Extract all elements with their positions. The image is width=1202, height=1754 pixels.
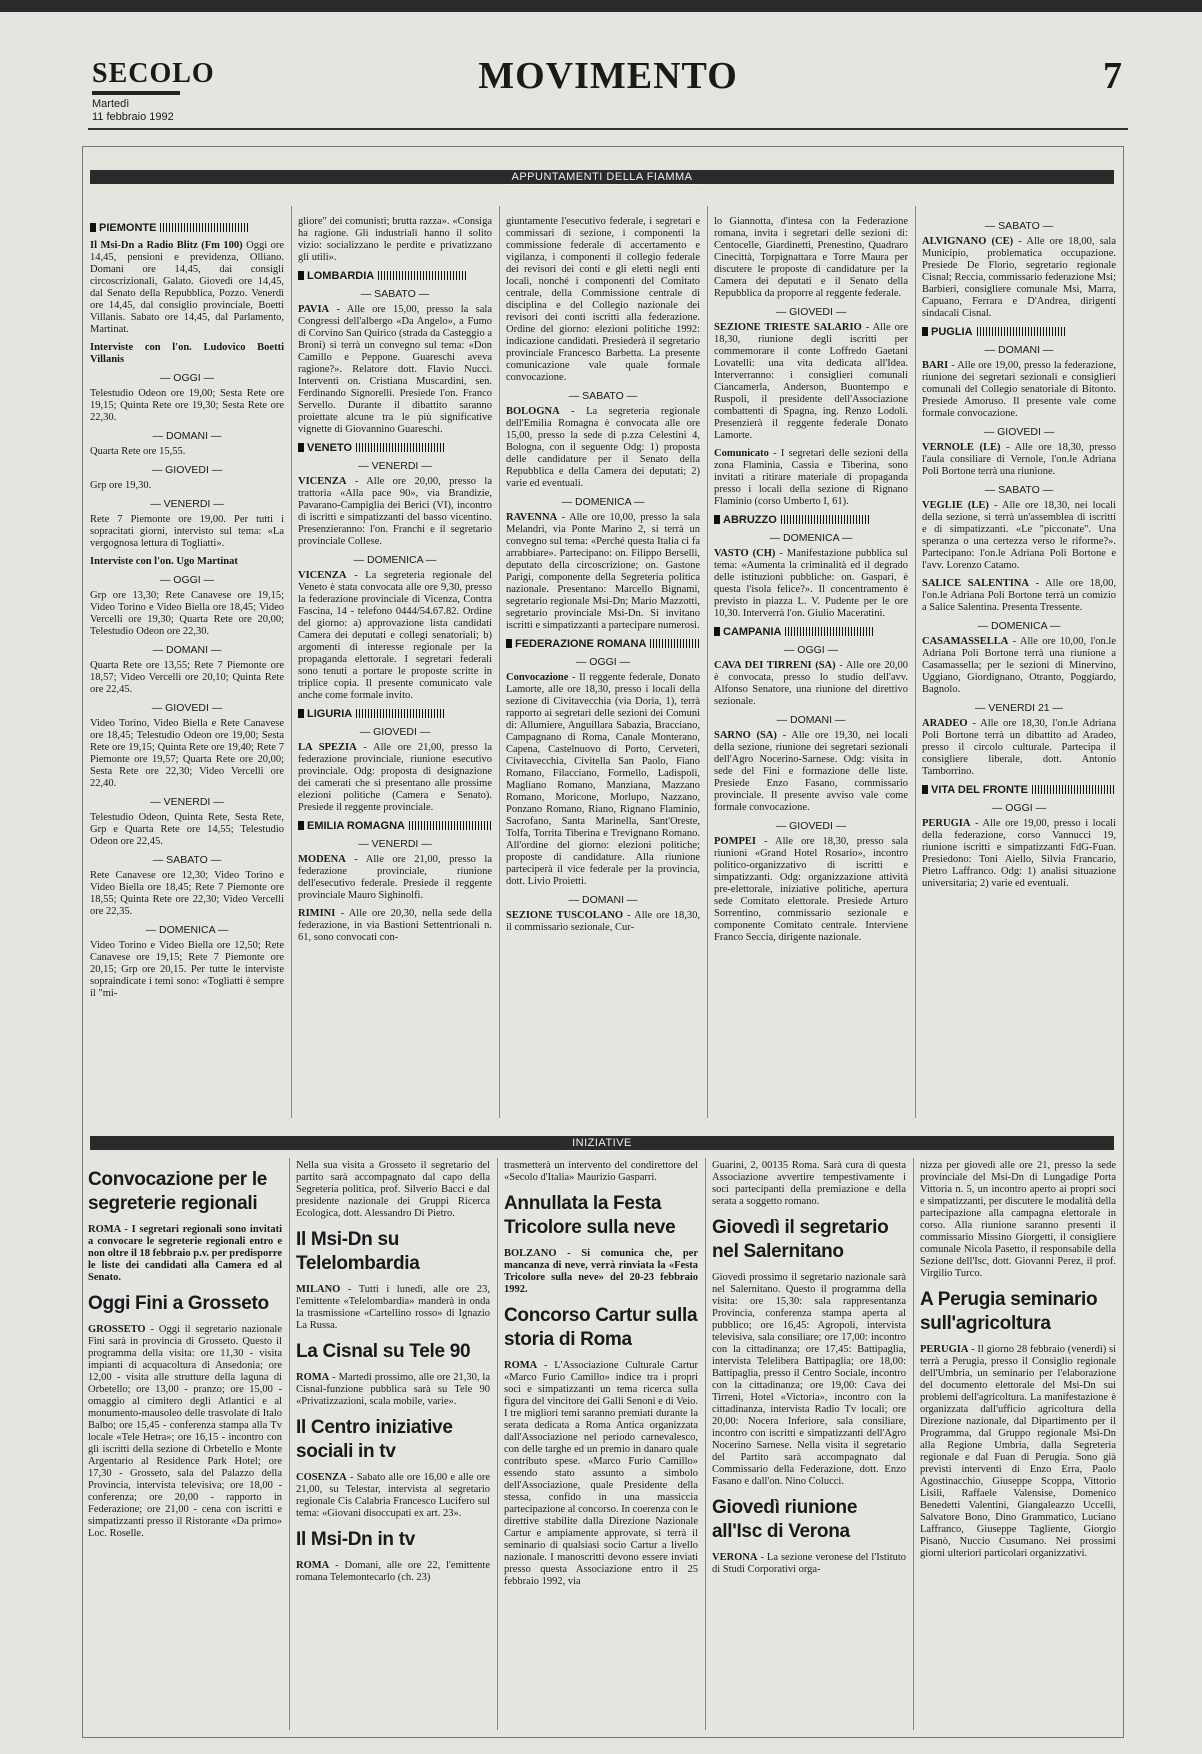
region-heading <box>506 638 700 650</box>
article-text: - Il reggente federale, Donato Lamorte, alle ore 18,30, presso i locali della sezione di Civitavecchia (via Doria, 1), terrà rapporto ai segretari delle sezioni dei Comuni di: Allumiere, Anguillara Sabazia, Bracciano, Campagnano di Roma, Canale Monterano, Capena, Castelnuovo di Porto, Cerveteri, Civitavecchia, Civitella San Paolo, Fiano Romano, Filacciano, Formello, Ladispoli, Magliano Romano, Manziana, Mazzano Romano, Moricone, Morlupo, Nazzano, Ponzano Romano, Riano, Rignano Flaminio, Sacrofano, Santa Marinella, Sant'Oreste, Tolfa, Torrita Tiberina e Trevignano Romano. All'ordine del giorno: elezioni politiche; proposte di candidature. Alla riunione parteciperà il vice federale per la provincia, dott. Livio Proietti. <box>506 672 700 887</box>
column-1 <box>90 216 284 1122</box>
article-paragraph <box>712 1272 906 1488</box>
article-paragraph <box>714 448 908 508</box>
article-paragraph <box>714 730 908 814</box>
article-paragraph <box>506 910 700 934</box>
day-heading: — VENERDI — <box>358 460 432 472</box>
article-text: Nella sua visita a Grosseto il segretario del partito sarà accompagnato dal capo della Segreteria politica, prof. Silverio Bacci e dal presidente nazionale dei Gruppi Ricerca Ecologica, dott. Alessandro Di Pietro. <box>296 1160 490 1219</box>
article-text: - L'Associazione Culturale Cartur «Marco Furio Camillo» indice tra i propri soci e simpatizzanti un tema ricerca sulla figura del vincitore dei Galli Senoni e di Veio. I tre migliori temi saranno premiati durante la serata dedicata a Roma Antica organizzata dall'Associazione nel periodo carnevalesco, con delle targhe ed un premio in danaro quale contributo spese. «Marco Furio Camillo» essendo stato assunto a simbolo dell'Associazione, quale Presidente della stessa, confido in una massiccia partecipazione al concorso. In coerenza con le direttive stabilite dalla Direzione Nazionale Cartur e ampiamente approvate, si terrà il seminario di qualsiasi socio Cartur a livello nazionale. I manoscritti devono essere inviati presso questa Associazione entro il 25 febbraio 1992, via <box>504 1360 698 1587</box>
article-text: - Alle ore 19,30, nei locali della sezione, riunione dei segretari sezionali dell'Agro Nocerino-Sarnese. Odg: visita in sede del Fini e formazione delle liste. Presiede Enzo Fasano, commissario provinciale. Il presente avviso vale come formale convocazione. <box>714 730 908 813</box>
article-paragraph <box>504 1160 698 1184</box>
region-heading <box>922 326 1116 338</box>
article-paragraph <box>920 1344 1116 1560</box>
heading-rule <box>977 327 1067 336</box>
article-lead: SALICE SALENTINA <box>922 578 1029 589</box>
article-paragraph <box>90 240 284 336</box>
article-paragraph <box>714 322 908 442</box>
article-paragraph <box>714 548 908 620</box>
article-headline: Giovedì il segretario nel Salernitano <box>712 1217 889 1262</box>
article-paragraph <box>298 216 492 264</box>
article-text: - Martedì prossimo, alle ore 21,30, la Cisnal-funzione pubblica sarà su Tele 90 «Privatizzazioni, scala mobile, varie». <box>296 1372 490 1407</box>
article-paragraph <box>922 578 1116 614</box>
day-heading: — OGGI — <box>783 644 839 656</box>
article-paragraph <box>298 854 492 902</box>
article-lead: Interviste con l'on. Ugo Martinat <box>90 556 238 567</box>
article-headline: Il Msi-Dn su Telelombardia <box>296 1229 420 1274</box>
article-headline: Concorso Cartur sulla storia di Roma <box>504 1305 698 1350</box>
day-heading: — DOMENICA — <box>561 496 645 508</box>
article-text: Video Torino e Video Biella ore 12,50; Rete Canavese ore 19,15; Rete 7 Piemonte ore 20,15; Grp ore 20,15. Per tutte le interviste sopraindicate i temi sono: «Togliatti è sempre il "mi- <box>90 940 284 999</box>
top-edge-strip <box>0 0 1202 12</box>
column-2 <box>296 1160 490 1730</box>
article-text: Oggi ore 14,45, pensioni e previdenza, Olliano. Domani ore 14,45, dai consigli circoscrizionali, Galato. Giovedì ore 14,45, dal Senato della Repubblica, Pozzo. Venerdì ore 14,45, dal consiglio provinciale, Boetti Villanis. Sabato ore 14,45, dal Parlamento, Martinat. <box>90 240 284 335</box>
article-lead: VICENZA <box>298 570 347 581</box>
column-1 <box>88 1160 282 1730</box>
article-headline: Annullata la Festa Tricolore sulla neve <box>504 1193 676 1238</box>
column-divider <box>705 1158 706 1730</box>
region-heading <box>90 222 284 234</box>
article-paragraph <box>296 1560 490 1584</box>
article-paragraph <box>712 1552 906 1576</box>
heading-rule <box>1032 785 1116 794</box>
day-heading: — GIOVEDI — <box>151 464 223 476</box>
article-text: Telestudio Odeon ore 19,00; Sesta Rete ore 19,15; Quinta Rete ore 19,30; Sesta Rete ore 22,30. <box>90 388 284 423</box>
article-paragraph <box>90 940 284 1000</box>
article-headline: Giovedì riunione all'Isc di Verona <box>712 1497 858 1542</box>
heading-rule <box>378 271 468 280</box>
article-lead: ARADEO <box>922 718 968 729</box>
heading-rule <box>650 639 700 648</box>
article-paragraph <box>296 1284 490 1332</box>
column-4 <box>712 1160 906 1730</box>
column-5 <box>920 1160 1116 1730</box>
section-bar-appuntamenti <box>90 170 1114 184</box>
article-lead: BARI <box>922 360 949 371</box>
article-lead: RAVENNA <box>506 512 558 523</box>
article-lead: BOLZANO - Si comunica che, per mancanza di neve, verrà rinviata la «Festa Tricolore sulla neve» del 20-23 febbraio 1992. <box>504 1248 698 1295</box>
article-text: - Domani, alle ore 22, l'emittente romana Telemontecarlo (ch. 23) <box>296 1560 490 1583</box>
article-lead: COSENZA <box>296 1472 347 1483</box>
article-paragraph <box>920 1160 1116 1280</box>
article-paragraph <box>922 818 1116 890</box>
section-title: MOVIMENTO <box>478 55 738 97</box>
article-lead: Il Msi-Dn a Radio Blitz (Fm 100) <box>90 240 243 251</box>
article-text: - Alle ore 15,00, presso la sala Congressi dell'albergo «Da Angelo», a Fumo di Corvino San Quirico (strada da Casteggio a Broni) si terrà un convegno sul tema: «Don Camillo e Peppone. Guareschi aveva ragione?». Relatore dott. Flavio Nucci. Interventi on. Cristiana Muscardini, sen. Ferdinando Signorelli. Presiede l'on. Franco Servello. Durante il dibattito saranno proiettate alcune tra le più significative vignette di Giovannino Guareschi. <box>298 304 492 435</box>
article-text: - Alle ore 21,00, presso la federazione provinciale, riunione esecutivo provinciale. Odg: proposta di designazione dei camerati che si presentano alle prossime elezioni politiche (Camera e Senato). Presiede il reggente provinciale. <box>298 742 492 813</box>
article-text: - Alle ore 20,00, presso la trattoria «Alla pace 90», via Brandizie, Pavarano-Campiglia dei Berici (VI), incontro di iscritti e simpatizzanti del basso vicentino. Presenzieranno: l'on. Franchi e il segretario provinciale Collese. <box>298 476 492 547</box>
day-heading: — VENERDI 21 — <box>974 702 1064 714</box>
article-lead: ROMA <box>296 1372 330 1383</box>
article-lead: MILANO <box>296 1284 341 1295</box>
article-paragraph <box>298 570 492 702</box>
article-paragraph <box>922 236 1116 320</box>
article-headline: Convocazione per le segreterie regionali <box>88 1169 268 1214</box>
article-paragraph <box>298 476 492 548</box>
article-paragraph <box>506 672 700 888</box>
article-text: Quarta Rete ore 15,55. <box>90 446 186 457</box>
day-heading: — VENERDI — <box>358 838 432 850</box>
column-4 <box>714 216 908 1122</box>
article-text: - Alle ore 18,30, il commissario sezionale, Cur- <box>506 910 700 933</box>
region-heading <box>714 514 908 526</box>
article-paragraph <box>90 660 284 696</box>
article-lead: CAVA DEI TIRRENI (SA) <box>714 660 836 671</box>
article-paragraph <box>90 812 284 848</box>
article-lead: SEZIONE TRIESTE SALARIO <box>714 322 862 333</box>
masthead <box>88 48 1128 130</box>
article-text: Quarta Rete ore 13,55; Rete 7 Piemonte ore 18,57; Video Vercelli ore 20,10; Quinta Rete ore 22,45. <box>90 660 284 695</box>
day-heading: — DOMENICA — <box>353 554 437 566</box>
day-heading: — VENERDI — <box>150 498 224 510</box>
day-heading: — DOMANI — <box>984 344 1054 356</box>
article-paragraph <box>90 446 284 458</box>
section-bar-iniziative <box>90 1136 1114 1150</box>
region-name: CAMPANIA <box>723 626 782 638</box>
article-paragraph <box>296 1372 490 1408</box>
article-paragraph <box>506 512 700 632</box>
article-text: - Alle ore 18,00, l'on.le Adriana Poli Bortone terrà un comizio a Salice Salentina. Presenta Tressente. <box>922 578 1116 613</box>
column-divider <box>497 1158 498 1730</box>
region-heading <box>298 820 492 832</box>
article-lead: CASAMASSELLA <box>922 636 1009 647</box>
column-5 <box>922 216 1116 1122</box>
article-headline: Il Centro iniziative sociali in tv <box>296 1417 453 1462</box>
article-lead: PERUGIA <box>922 818 971 829</box>
heading-rule <box>409 821 492 830</box>
article-lead: LA SPEZIA <box>298 742 357 753</box>
article-headline: Il Msi-Dn in tv <box>296 1529 416 1550</box>
article-text: - Alle ore 20,30, nella sede della federazione, in via Bastioni Settentrionali n. 61, sono convocati con- <box>298 908 492 943</box>
day-heading: — DOMANI — <box>152 644 222 656</box>
article-paragraph <box>90 870 284 918</box>
article-text: - Alle ore 18,30, presso l'aula consiliare di Vernole, l'on.le Adriana Poli Bortone terrà una riunione. <box>922 442 1116 477</box>
article-text: nizza per giovedì alle ore 21, presso la sede provinciale del Msi-Dn di Lungadige Porta Vittoria n. 5, un incontro aperto ai propri soci e simpatizzanti, per discutere le modalità della partecipazione alla campagna elettorale in corso. Alla riunione saranno presenti il commissario Missino Giorgetti, il consigliere comunale Nicola Pasetto, il responsabile della Sezione dell'Isc, dott. Giovanni Perez, il prof. Virgilio Turco. <box>920 1160 1116 1279</box>
article-lead: PERUGIA <box>920 1344 969 1355</box>
article-lead: ALVIGNANO (CE) <box>922 236 1014 247</box>
article-paragraph <box>90 388 284 424</box>
article-text: - Oggi il segretario nazionale Fini sarà in provincia di Grosseto. Questo il programma della visita: ore 11,30 - visita impianti di acquacoltura di Ansedonia; ore 12,00 - visita alle strutture della laguna di Orbetello; ore 13,00 - pranzo; ore 15,00 - omaggio al cimitero degli Atlantici e al monumento-mausoleo delle trasvolate di Italo Balbo; ore 15,45 - conferenza stampa alla Tv locale «Tele Hetra»; ore 16,15 - incontro con gli iscritti della sezione di Orbetello e Monte Argentario al Residence Park Hotel; ore 17,30 - Grosseto, sala del Palazzo della Provincia, intervista televisiva; ore 18,00 - conferenza; ore 20,00 - rapporto in Federazione; ore 21,00 - cena con iscritti e simpatizzanti presso il Ristorante «Da primo» Loc. Roselle. <box>88 1324 282 1539</box>
article-paragraph <box>298 908 492 944</box>
article-text: - Alle ore 19,00, presso la federazione, riunione dei segretari sezionali e consiglieri comunali del Collegio senatoriale di Bitonto. Presiede Amoruso. Il presente vale come formale convocazione. <box>922 360 1116 419</box>
article-text: - Alle ore 18,30, presso sala riunioni «Grand Hotel Rosario», incontro politico-organizzativo di iscritti e simpatizzanti. Odg: organizzazione attività pre-elettorale, iniziative politiche, apertura sede Comitato elettorale. Presiede Arturo Sorrentino, commissario sezionale e componente Comitato centrale. Interviene Franco Seccia, dirigente nazionale. <box>714 836 908 943</box>
article-text: Grp ore 13,30; Rete Canavese ore 19,15; Video Torino e Video Biella ore 18,45; Video Vercelli ore 19,30; Quarta Rete ore 20,00; Telestudio Odeon ore 22,30. <box>90 590 284 637</box>
article-text: - Tutti i lunedì, alle ore 23, l'emittente «Telelombardia» manderà in onda la trasmissione «Cartellino rosso» di Ignazio La Russa. <box>296 1284 490 1331</box>
article-text: - La sezione veronese del l'Istituto di Studi Corporativi orga- <box>712 1552 906 1575</box>
column-divider <box>913 1158 914 1730</box>
article-paragraph <box>90 590 284 638</box>
article-text: Giovedì prossimo il segretario nazionale sarà nel Salernitano. Questo il programma della visita: ore 15,30: sala rappresentanza Provincia, conferenza stampa aperta al pubblico; ore 16,45: Agropoli, intervista televisiva, sala consiliare; ore 17,00: incontro con la cittadinanza; ore 17,45: Battipaglia, intervista Telelibera Battipaglia; ore 18,00: Battipaglia, presso il Centro Sociale, incontro con la cittadinanza; ore 19,00: Cava dei Tirreni, Hotel «Victoria», incontro con la cittadinanza, intervista Radio Tv locali; ore 20,00: Nocera Inferiore, sala consiliare, incontro con iscritti e simpatizzanti dell'Agro Nocerino Sarnese. Nella visita il segretario del Partito sarà accompagnato dal Commissario della Federazione, dott. Enzo Fasano e dall'on. Nino Colucci. <box>712 1272 906 1487</box>
article-text: Grp ore 19,30. <box>90 480 152 491</box>
article-lead: ROMA <box>296 1560 330 1571</box>
article-headline: A Perugia seminario sull'agricoltura <box>920 1289 1098 1334</box>
heading-rule <box>781 515 871 524</box>
day-heading: — SABATO — <box>152 854 222 866</box>
article-lead: POMPEI <box>714 836 756 847</box>
article-lead: Comunicato <box>714 448 769 459</box>
article-paragraph <box>712 1160 906 1208</box>
article-paragraph <box>922 500 1116 572</box>
article-text: Guarini, 2, 00135 Roma. Sarà cura di questa Associazione avvertire tempestivamente i soci partecipanti della premiazione e della serata a soggetto romano. <box>712 1160 906 1207</box>
article-lead: GROSSETO <box>88 1324 146 1335</box>
article-lead: BOLOGNA <box>506 406 560 417</box>
column-divider <box>289 1158 290 1730</box>
section-bar-title: INIZIATIVE <box>564 1136 640 1151</box>
article-text: giuntamente l'esecutivo federale, i segretari e commissari di sezione, i componenti la commissione federale di accertamento e vigilanza, i componenti il collegio federale dei revisori dei conti e gli eletti negli enti locali, nonché i componenti del Comitato centrale, della Commissione centrale di disciplina e del Collegio nazionale dei revisori dei conti iscritti alla federazione. Ordine del giorno: elezioni politiche 1992: indicazione candidati. Presiederà il segretario provinciale Francesco Barbetta. La presente comunicazione vale quale formale convocazione. <box>506 216 700 383</box>
article-text: Rete Canavese ore 12,30; Video Torino e Video Biella ore 18,45; Rete 7 Piemonte ore 18,55; Quinta Rete ore 22,30; Video Vercelli ore 22,35. <box>90 870 284 917</box>
article-paragraph <box>298 304 492 436</box>
region-name: EMILIA ROMAGNA <box>307 820 405 832</box>
newspaper-logo: SECOLO <box>92 58 215 89</box>
article-paragraph <box>296 1160 490 1220</box>
day-heading: — GIOVEDI — <box>775 820 847 832</box>
article-paragraph <box>90 556 284 568</box>
article-paragraph <box>90 514 284 550</box>
article-lead: MODENA <box>298 854 346 865</box>
region-name: PUGLIA <box>931 326 973 338</box>
day-heading: — DOMENICA — <box>977 620 1061 632</box>
region-heading <box>298 270 492 282</box>
article-paragraph <box>506 406 700 490</box>
region-name: ABRUZZO <box>723 514 777 526</box>
article-text: - Il giorno 28 febbraio (venerdì) si terrà a Perugia, presso il Consiglio regionale dell'Umbria, un seminario per l'elaborazione del documento elettorale del Msi-Dn sui problemi dell'agricoltura. La manifestazione è organizzata dall'ufficio agricoltura della Direzione nazionale, dal Dipartimento per il Programma, dal Gruppo regionale Msi-Dn alla Regione Umbria, dalla Segreteria regionale e dal Fuan di Perugia. Sono già previsti interventi di Enzo Erra, Paolo Agostinacchio, Giuseppe Scoppa, Vittorio Lisili, Raffaele Valensise, Domenico Benedetti Valentini, Giangaleazzo Uccelli, Salvatore Bono, Dino Grammatico, Luciano Laffranco, Giuseppe Tagliente, Giorgio Pisanò, Nuccio Cusumano. Nei prossimi giorni ulteriori particolari organizzativi. <box>920 1344 1116 1559</box>
heading-rule <box>785 627 875 636</box>
article-text: gliore" dei comunisti; brutta razza». «Consiga ha ragione. Gli industriali hanno il solito vizio: socializzano le perdite e privatizzano gli utili». <box>298 216 492 263</box>
article-lead: VERONA <box>712 1552 758 1563</box>
article-text: - La segreteria regionale del Veneto è stata convocata alle ore 9,30, presso la federazione provinciale di Vicenza, Contra Fascina, 14 - telefono 0444/54.67.82. Ordine del giorno: a) approvazione lista candidati Camera dei deputati e collegi senatoriali; b) argomenti di interesse regionale per la propaganda elettorale. I segretari federali sono tenuti a portare le proposte scritte in triplice copia. Il presente comunicato vale anche come formale invito. <box>298 570 492 701</box>
day-heading: — GIOVEDI — <box>983 426 1055 438</box>
article-text: - Alle ore 18,00, sala Municipio, problematica occupazione. Presiede De Florio, segretario regionale Cisnal; Reccia, commissario federazione Msi; Barbieri, consigliere comunale Msi, Marra, Capuano, Ferrara e D'Andrea, dirigenti sindacali Cisnal. <box>922 236 1116 319</box>
article-lead: RIMINI <box>298 908 336 919</box>
column-3 <box>504 1160 698 1730</box>
day-heading: — GIOVEDI — <box>775 306 847 318</box>
article-lead: SEZIONE TUSCOLANO <box>506 910 624 921</box>
article-paragraph <box>922 442 1116 478</box>
article-paragraph <box>296 1472 490 1520</box>
page-number: 7 <box>1103 55 1122 97</box>
day-heading: — DOMANI — <box>776 714 846 726</box>
article-paragraph <box>714 216 908 300</box>
region-heading <box>922 784 1116 796</box>
article-paragraph <box>922 718 1116 778</box>
region-name: PIEMONTE <box>99 222 157 234</box>
article-text: lo Giannotta, d'intesa con la Federazione romana, invita i segretari delle sezioni di: Centocelle, Giardinetti, Prenestino, Quadraro Cinecittà, Torpignattara e Torre Maura per discutere le proposte di candidature per la Camera dei deputati e il Senato della Repubblica da proporre al reggente federale. <box>714 216 908 299</box>
heading-rule <box>356 709 446 718</box>
day-heading: — SABATO — <box>568 390 638 402</box>
article-text: - Alle ore 18,30, nei locali della sezione, si terrà un'assemblea di iscritti e di simpatizzanti. «Le "picconate". Una speranza o una certezza verso le riforme?». Partecipano: l'on.le Adriana Poli Bortone e l'avv. Lorenzo Catamo. <box>922 500 1116 571</box>
region-name: FEDERAZIONE ROMANA <box>515 638 647 650</box>
article-text: - Alle ore 18,30, riunione degli iscritti per commemorare il conte Loffredo Gaetani Lovatelli: una vita dedicata all'Idea. Interverranno: i consiglieri comunali Ciancamerla, Anderson, Buontempo e Ruspoli, il presidente dell'Associazione combattenti di Spagna, ing. Renzo Lodoli. Presenzierà il reggente federale Donato Lamorte. <box>714 322 908 441</box>
article-headline: La Cisnal su Tele 90 <box>296 1341 471 1362</box>
day-heading: — VENERDI — <box>150 796 224 808</box>
region-heading <box>714 626 908 638</box>
column-divider <box>707 206 708 1118</box>
issue-date <box>92 98 174 124</box>
article-lead: VEGLIE (LE) <box>922 500 989 511</box>
article-paragraph <box>90 342 284 366</box>
article-paragraph <box>90 718 284 790</box>
issue-date-text: 11 febbraio 1992 <box>92 111 174 123</box>
region-name: VENETO <box>307 442 353 454</box>
day-heading: — OGGI — <box>991 802 1047 814</box>
article-text: - Alle ore 18,30, l'on.le Adriana Poli Bortone terrà un dibattito ad Aradeo, presso il circolo culturale. Partecipa il consigliere liberale, dott. Antonio Tamborrino. <box>922 718 1116 777</box>
region-name: VITA DEL FRONTE <box>931 784 1028 796</box>
article-paragraph <box>922 360 1116 420</box>
day-heading: — DOMENICA — <box>145 924 229 936</box>
article-paragraph <box>922 636 1116 696</box>
region-name: LOMBARDIA <box>307 270 375 282</box>
article-lead: Interviste con l'on. Ludovico Boetti Villanis <box>90 342 284 365</box>
article-text: Telestudio Odeon, Quinta Rete, Sesta Rete, Grp e Quarta Rete ore 14,55; Telestudio Odeon ore 22,45. <box>90 812 284 847</box>
article-lead: SARNO (SA) <box>714 730 777 741</box>
article-text: - La segreteria regionale dell'Emilia Romagna è convocata alle ore 15,00, presso la sede di p.zza Celestini 4, Bologna, con il seguente Odg: 1) proposta delle candidature per il Senato della Repubblica e della Camera dei deputati; 2) varie ed eventuali. <box>506 406 700 489</box>
article-lead: VASTO (CH) <box>714 548 776 559</box>
day-heading: — DOMANI — <box>568 894 638 906</box>
section-bar-title: APPUNTAMENTI DELLA FIAMMA <box>504 170 701 185</box>
article-text: - I segretari delle sezioni della zona Flaminia, Cassia e Tiberina, sono invitati a ritirare materiale di propaganda presso i locali della sezione di Rignano Flaminio (corso Umberto I, 61). <box>714 448 908 507</box>
article-text: - Alle ore 21,00, presso la federazione provinciale, riunione dell'esecutivo federale. Presiede il reggente provinciale Mauro Sighinolfi. <box>298 854 492 901</box>
article-text: - Alle ore 10,00, presso la sala Melandri, via Ponte Marino 2, si terrà un convegno sul tema: «Perché questa Italia ci fa arrabbiare». Partecipano: on. Filippo Berselli, deputato della circoscrizione; on. Gastone Parigi, componente della Segreteria politica nazionale. Presentano: Marcello Bignami, segretario regionale Msi-Dn; Mario Mazzotti, segretario provinciale Msi-Dn. Si invitano iscritti e simpatizzanti a partecipare numerosi. <box>506 512 700 631</box>
article-headline: Oggi Fini a Grosseto <box>88 1293 269 1314</box>
day-heading: — SABATO — <box>360 288 430 300</box>
article-text: - Alle ore 10,00, l'on.le Adriana Poli Bortone terrà una riunione a Casamassella; per le sezioni di Minervino, Uggiano, Giordignano, Otranto, Poggiardo, Bagnolo. <box>922 636 1116 695</box>
article-paragraph <box>506 216 700 384</box>
article-lead: VERNOLE (LE) <box>922 442 1001 453</box>
day-heading: — SABATO — <box>984 484 1054 496</box>
region-name: LIGURIA <box>307 708 353 720</box>
article-paragraph <box>714 836 908 944</box>
article-paragraph <box>90 480 284 492</box>
article-text: - Manifestazione pubblica sul tema: «Aumenta la criminalità ed il degrado delle istituzioni pubbliche: on. Gaspari, è questa l'isola felice?». Il concentramento è previsto in piazza L. V. Pudente per le ore 10,30. Interverrà l'on. Giulio Maceratini. <box>714 548 908 619</box>
day-heading: — OGGI — <box>159 372 215 384</box>
article-lead: Convocazione <box>506 672 569 683</box>
issue-weekday: Martedì <box>92 98 130 110</box>
heading-rule <box>160 223 250 232</box>
day-heading: — OGGI — <box>159 574 215 586</box>
column-3 <box>506 216 700 1122</box>
article-paragraph <box>504 1248 698 1296</box>
article-paragraph <box>88 1224 282 1284</box>
day-heading: — DOMENICA — <box>769 532 853 544</box>
column-divider <box>291 206 292 1118</box>
article-lead: ROMA <box>504 1360 538 1371</box>
article-lead: VICENZA <box>298 476 347 487</box>
article-text: - Alle ore 19,00, presso i locali della federazione, corso Vannucci 19, riunione iscritti e simpatizzanti FdG-Fuan. Presiedono: Toni Aiello, Silvia Francario, Pietro Laffranco. Odg: 1) analisi situazione universitaria; 2) varie ed eventuali. <box>922 818 1116 889</box>
column-2 <box>298 216 492 1122</box>
article-text: trasmetterà un intervento del condirettore del «Secolo d'Italia» Maurizio Gasparri. <box>504 1160 698 1183</box>
article-lead: ROMA - I segretari regionali sono invitati a convocare le segreterie regionali entro e non oltre il 18 febbraio p.v. per predisporre le liste dei candidati alla Camera ed al Senato. <box>88 1224 282 1283</box>
article-paragraph <box>714 660 908 708</box>
heading-rule <box>356 443 446 452</box>
day-heading: — OGGI — <box>575 656 631 668</box>
day-heading: — SABATO — <box>984 220 1054 232</box>
article-paragraph <box>504 1360 698 1588</box>
day-heading: — DOMANI — <box>152 430 222 442</box>
article-text: Video Torino, Video Biella e Rete Canavese ore 18,45; Telestudio Odeon ore 19,00; Sesta Rete ore 19,15; Quinta Rete ore 19,40; Rete 7 Piemonte ore 19,57; Quarta Rete ore 20,00; Sesta Rete ore 22,30; Video Vercelli ore 22,40. <box>90 718 284 789</box>
region-heading <box>298 708 492 720</box>
column-divider <box>915 206 916 1118</box>
article-paragraph <box>298 742 492 814</box>
article-text: - Sabato alle ore 16,00 e alle ore 21,00, su Telestar, intervista al segretario regionale Cis Calabria Francesco Lucifero sul tema: «Giovani disoccupati ex art. 23». <box>296 1472 490 1519</box>
article-text: - Alle ore 20,00 è convocata, presso lo studio dell'avv. Alfonso Senatore, una riunione del direttivo sezionale. <box>714 660 908 707</box>
article-paragraph <box>88 1324 282 1540</box>
article-text: Rete 7 Piemonte ore 19,00. Per tutti i sopracitati giorni, intervisto sul tema: «La vergognosa lettura di Togliatti». <box>90 514 284 549</box>
column-divider <box>499 206 500 1118</box>
region-heading <box>298 442 492 454</box>
day-heading: — GIOVEDI — <box>151 702 223 714</box>
day-heading: — GIOVEDI — <box>359 726 431 738</box>
article-lead: PAVIA <box>298 304 330 315</box>
